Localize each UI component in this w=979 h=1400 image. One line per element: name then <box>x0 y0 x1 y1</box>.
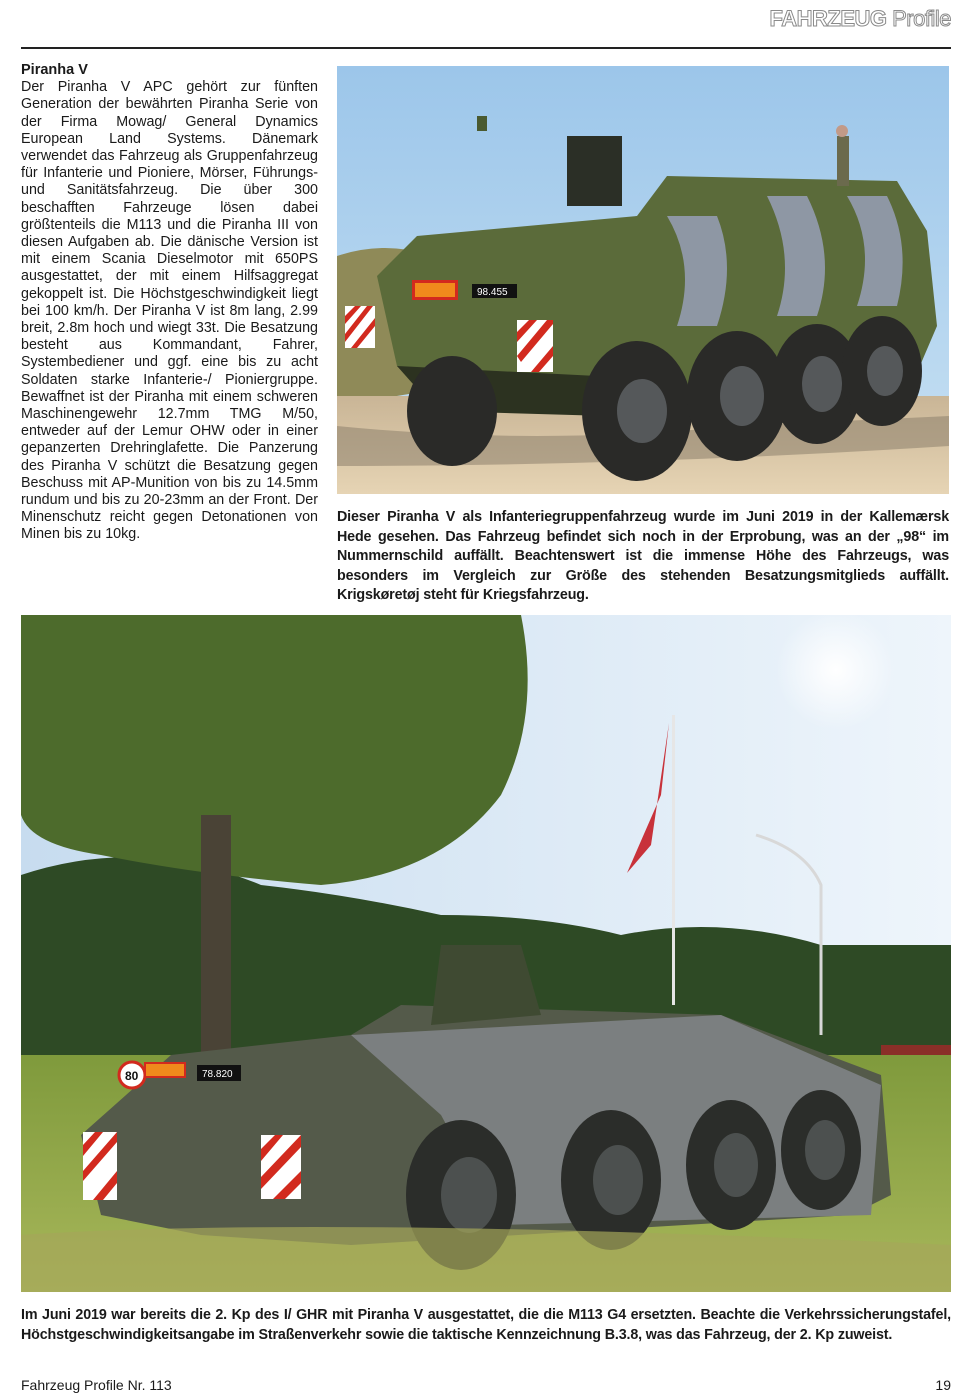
photo-caption-1: Dieser Piranha V als Infanteriegruppenfahrzeug wurde im Juni 2019 in der Kallemærsk Hede gesehen. Das Fahrzeug befindet sich noch in der Erprobung, was an der „98“ im Nummernschild auffällt. Beachtenswert ist die immense Höhe des Fahrzeugs, was besonders im Vergleich zur Größe des stehenden Besatzungsmitglieds auffällt. Krigskøretøj steht für Kriegsfahrzeug. <box>337 509 949 603</box>
speed-sign-text: 80 <box>125 1069 139 1083</box>
warning-board-left <box>83 1132 117 1200</box>
footer-page-number: 19 <box>935 1377 951 1393</box>
photo-piranha-grass <box>21 615 951 1292</box>
vehicle-photo-image <box>21 615 951 1292</box>
article-heading: Piranha V <box>21 62 88 78</box>
warning-board-right <box>261 1135 301 1199</box>
running-head-brand: FAHRZEUG <box>769 6 887 31</box>
vehicle-photo-image <box>337 66 949 494</box>
plate-number-text: 98.455 <box>477 287 508 298</box>
footer-publication: Fahrzeug Profile Nr. 113 <box>21 1377 172 1393</box>
header-rule <box>21 47 951 49</box>
plate-number-text: 78.820 <box>202 1069 233 1080</box>
warning-board-left <box>345 306 375 348</box>
article-body: Der Piranha V APC gehört zur fünften Generation der bewährten Piranha Serie von der Firma Mowag/ General Dynamics European Land Systems. Dänemark verwendet das Fahrzeug als Gruppenfahrzeug für Infanterie und Pioniere, Mörser, Führungs- und Sanitätsfahrzeug. Die über 300 beschafften Fahrzeuge lösen dabei größtenteils die M113 und die Piranha III von diesen Aufgaben ab. Die dänische Version ist mit einem Scania Dieselmotor mit 650PS ausgestattet, der mit einem Hilfsaggregat gekoppelt ist. Die Höchstgeschwindigkeit liegt bei 100 km/h. Der Piranha V ist 8m lang, 2.99 breit, 2.8m hoch und wiegt 33t. Die Besatzung besteht aus Kommandant, Fahrer, Systembediener und ggf. eine bis zu acht Soldaten starke Infanterie-/ Pioniergruppe. Bewaffnet ist der Piranha mit einem schweren Maschinengewehr 12.7mm TMG M/50, entweder auf der Lemur OHW oder in einer gepanzerten Drehringlafette. Die Panzerung des Piranha V schützt die Besatzung gegen Beschuss mit AP-Munition von bis zu 14.5mm rundum und bis zu 20-23mm an der Front. Der Minenschutz reicht gegen Detonationen von Minen bis zu 10kg. <box>21 79 318 543</box>
warning-board-right <box>517 320 553 372</box>
running-head-suffix: Profile <box>886 6 951 31</box>
photo-caption-2: Im Juni 2019 war bereits die 2. Kp des I/ GHR mit Piranha V ausgestattet, die die M113 G4 ersetzten. Beachte die Verkehrssicherungstafel, Höchstgeschwindigkeitsangabe im Straßenverkehr sowie die taktische Kennzeichnung B.3.8, was das Fahrzeug, der 2. Kp zuweist. <box>21 1307 951 1343</box>
photo-piranha-sand <box>337 66 949 494</box>
running-head-title <box>770 6 951 32</box>
article-column <box>21 62 318 544</box>
